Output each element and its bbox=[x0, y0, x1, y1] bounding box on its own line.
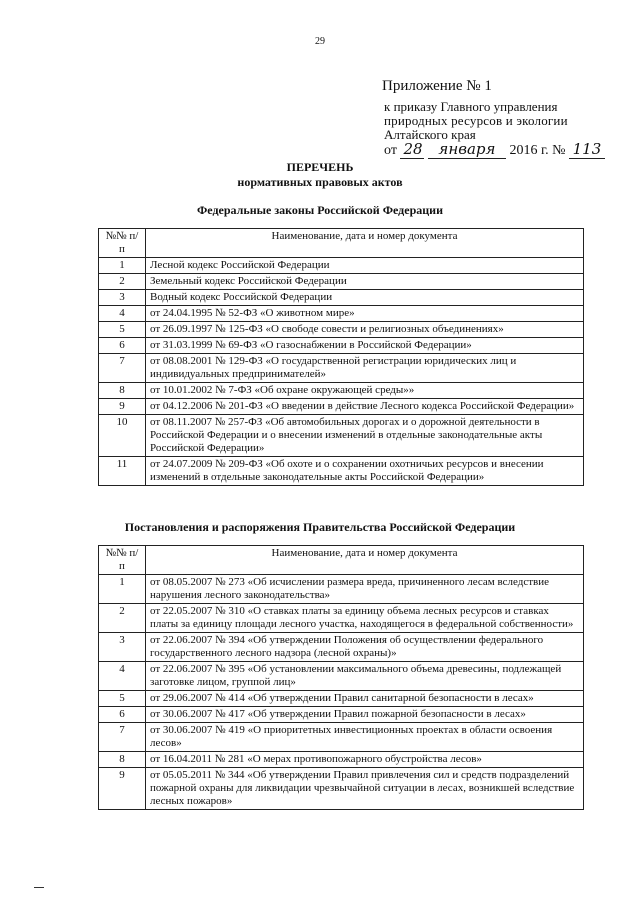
document-name: от 30.06.2007 № 417 «Об утверждении Правил пожарной безопасности в лесах» bbox=[146, 707, 584, 723]
document-name: от 04.12.2006 № 201-ФЗ «О введении в действие Лесного кодекса Российской Федерации» bbox=[146, 399, 584, 415]
document-name: от 08.05.2007 № 273 «Об исчислении размера вреда, причиненного лесам вследствие нарушения лесного законодательства» bbox=[146, 575, 584, 604]
row-number: 8 bbox=[99, 383, 146, 399]
document-name: Земельный кодекс Российской Федерации bbox=[146, 274, 584, 290]
row-number: 10 bbox=[99, 415, 146, 457]
column-header-name: Наименование, дата и номер документа bbox=[146, 229, 584, 258]
document-name: от 24.07.2009 № 209-ФЗ «Об охоте и о сохранении охотничьих ресурсов и внесении изменений в отдельные законодательные акты Российской Федерации» bbox=[146, 457, 584, 486]
row-number: 1 bbox=[99, 575, 146, 604]
document-name: от 31.03.1999 № 69-ФЗ «О газоснабжении в Российской Федерации» bbox=[146, 338, 584, 354]
document-name: от 22.06.2007 № 394 «Об утверждении Положения об осуществлении федерального государственного лесного надзора (лесной охраны)» bbox=[146, 633, 584, 662]
document-name: Лесной кодекс Российской Федерации bbox=[146, 258, 584, 274]
table-row bbox=[99, 691, 584, 707]
federal-laws-table bbox=[98, 228, 584, 486]
document-name: от 30.06.2007 № 419 «О приоритетных инвестиционных проектах в области освоения лесов» bbox=[146, 723, 584, 752]
order-line-3: Алтайского края bbox=[384, 127, 476, 142]
row-number: 2 bbox=[99, 604, 146, 633]
table-header-row bbox=[99, 229, 584, 258]
order-line-2: природных ресурсов и экологии bbox=[384, 113, 568, 128]
section1-heading: Федеральные законы Российской Федерации bbox=[197, 203, 443, 217]
column-header-number: №№ п/п bbox=[99, 229, 146, 258]
footer-mark bbox=[34, 887, 44, 888]
page-number: 29 bbox=[315, 36, 325, 47]
document-name: от 22.06.2007 № 395 «Об установлении максимального объема древесины, подлежащей заготовке лицом, группой лиц» bbox=[146, 662, 584, 691]
document-name: от 24.04.1995 № 52-ФЗ «О животном мире» bbox=[146, 306, 584, 322]
row-number: 5 bbox=[99, 691, 146, 707]
document-name: от 29.06.2007 № 414 «Об утверждении Правил санитарной безопасности в лесах» bbox=[146, 691, 584, 707]
handwritten-order-number: 113 bbox=[569, 140, 605, 159]
government-acts-table bbox=[98, 545, 584, 810]
document-name: от 08.11.2007 № 257-ФЗ «Об автомобильных дорогах и о дорожной деятельности в Российской Федерации и о внесении изменений в отдельные законодательные акты Российской Федерации» bbox=[146, 415, 584, 457]
handwritten-day: 28 bbox=[400, 140, 424, 159]
handwritten-month: января bbox=[428, 140, 506, 159]
document-name: от 26.09.1997 № 125-ФЗ «О свободе совести и религиозных объединениях» bbox=[146, 322, 584, 338]
row-number: 7 bbox=[99, 354, 146, 383]
row-number: 9 bbox=[99, 768, 146, 810]
row-number: 7 bbox=[99, 723, 146, 752]
appendix-title: Приложение № 1 bbox=[382, 78, 492, 94]
table-header-row bbox=[99, 546, 584, 575]
document-name: от 16.04.2011 № 281 «О мерах противопожарного обустройства лесов» bbox=[146, 752, 584, 768]
column-header-name: Наименование, дата и номер документа bbox=[146, 546, 584, 575]
list-subtitle: нормативных правовых актов bbox=[237, 175, 403, 189]
table-row bbox=[99, 604, 584, 633]
document-name: Водный кодекс Российской Федерации bbox=[146, 290, 584, 306]
row-number: 3 bbox=[99, 290, 146, 306]
table-row bbox=[99, 633, 584, 662]
date-year: 2016 г. № bbox=[509, 143, 566, 158]
table-row bbox=[99, 258, 584, 274]
row-number: 11 bbox=[99, 457, 146, 486]
order-line-1: к приказу Главного управления bbox=[384, 99, 558, 114]
row-number: 4 bbox=[99, 306, 146, 322]
table-row bbox=[99, 575, 584, 604]
document-name: от 05.05.2011 № 344 «Об утверждении Правил привлечения сил и средств подразделений пожарной охраны для ликвидации чрезвычайной ситуации в лесах, возникшей вследствие лесных пожаров» bbox=[146, 768, 584, 810]
order-reference bbox=[384, 100, 624, 142]
table-row bbox=[99, 306, 584, 322]
date-prefix: от bbox=[384, 143, 397, 158]
table-row bbox=[99, 662, 584, 691]
row-number: 4 bbox=[99, 662, 146, 691]
section2-heading: Постановления и распоряжения Правительства Российской Федерации bbox=[124, 520, 516, 534]
table-row bbox=[99, 399, 584, 415]
row-number: 8 bbox=[99, 752, 146, 768]
document-name: от 08.08.2001 № 129-ФЗ «О государственной регистрации юридических лиц и индивидуальных предпринимателей» bbox=[146, 354, 584, 383]
table-row bbox=[99, 383, 584, 399]
table-row bbox=[99, 707, 584, 723]
table-row bbox=[99, 322, 584, 338]
table-row bbox=[99, 415, 584, 457]
table-row bbox=[99, 457, 584, 486]
table-row bbox=[99, 354, 584, 383]
table-row bbox=[99, 290, 584, 306]
row-number: 3 bbox=[99, 633, 146, 662]
document-name: от 10.01.2002 № 7-ФЗ «Об охране окружающей среды»» bbox=[146, 383, 584, 399]
column-header-number: №№ п/п bbox=[99, 546, 146, 575]
table-row bbox=[99, 274, 584, 290]
row-number: 6 bbox=[99, 338, 146, 354]
order-date-line bbox=[384, 140, 605, 159]
row-number: 1 bbox=[99, 258, 146, 274]
row-number: 9 bbox=[99, 399, 146, 415]
row-number: 5 bbox=[99, 322, 146, 338]
table-row bbox=[99, 768, 584, 810]
table-row bbox=[99, 723, 584, 752]
table-row bbox=[99, 338, 584, 354]
document-name: от 22.05.2007 № 310 «О ставках платы за единицу объема лесных ресурсов и ставках платы за единицу площади лесного участка, находящегося в федеральной собственности» bbox=[146, 604, 584, 633]
row-number: 2 bbox=[99, 274, 146, 290]
list-title: ПЕРЕЧЕНЬ bbox=[286, 160, 354, 174]
table-row bbox=[99, 752, 584, 768]
row-number: 6 bbox=[99, 707, 146, 723]
